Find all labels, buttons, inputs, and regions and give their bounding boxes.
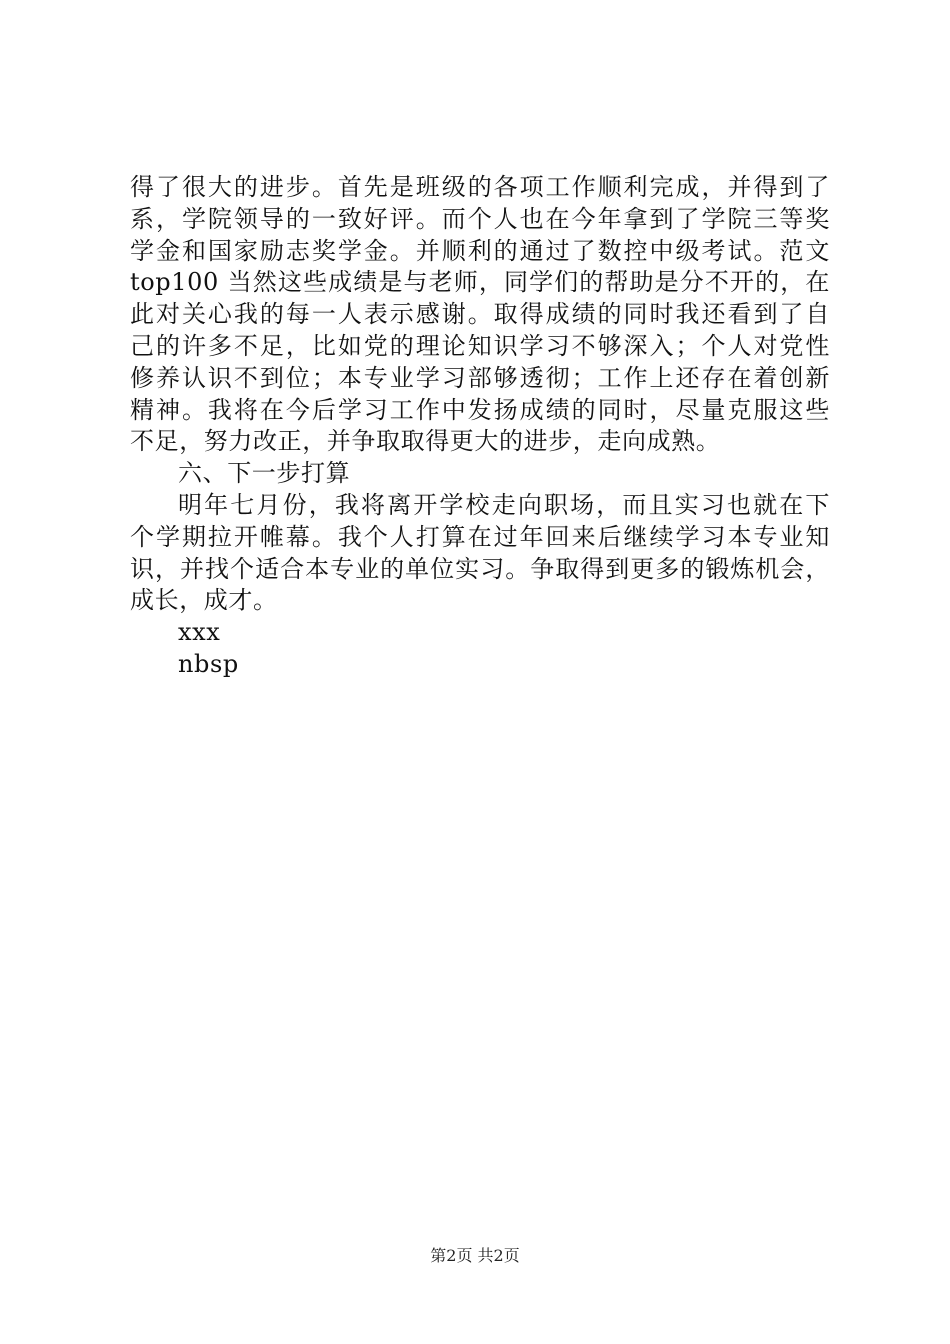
paragraph-line: 修养认识不到位；本专业学习部够透彻；工作上还存在着创新	[130, 363, 830, 392]
paragraph-line: 成长，成才。	[130, 586, 278, 615]
paragraph-line: 己的许多不足，比如党的理论知识学习不够深入；个人对党性	[130, 331, 830, 360]
paragraph-line: 明年七月份，我将离开学校走向职场，而且实习也就在下	[178, 490, 830, 519]
page-number-footer: 第2页 共2页	[430, 1246, 520, 1265]
paragraph-line: top100 当然这些成绩是与老师，同学们的帮助是分不开的，在	[130, 268, 830, 297]
signature: xxx	[178, 618, 221, 647]
paragraph-line: 不足，努力改正，并争取取得更大的进步，走向成熟。	[130, 427, 721, 456]
paragraph-line: 系，学院领导的一致好评。而个人也在今年拿到了学院三等奖	[130, 204, 830, 233]
paragraph-line: 学金和国家励志奖学金。并顺利的通过了数控中级考试。范文	[130, 236, 830, 265]
document-body	[130, 172, 830, 681]
paragraph-line: 此对关心我的每一人表示感谢。取得成绩的同时我还看到了自	[130, 300, 830, 329]
paragraph-line: 识，并找个适合本专业的单位实习。争取得到更多的锻炼机会，	[130, 554, 830, 583]
paragraph-line: 个学期拉开帷幕。我个人打算在过年回来后继续学习本专业知	[130, 522, 830, 551]
trailing-text: nbsp	[178, 649, 239, 678]
section-heading: 六、下一步打算	[178, 459, 351, 488]
paragraph-line: 精神。我将在今后学习工作中发扬成绩的同时，尽量克服这些	[130, 395, 830, 424]
paragraph-line: 得了很大的进步。首先是班级的各项工作顺利完成，并得到了	[130, 173, 830, 201]
